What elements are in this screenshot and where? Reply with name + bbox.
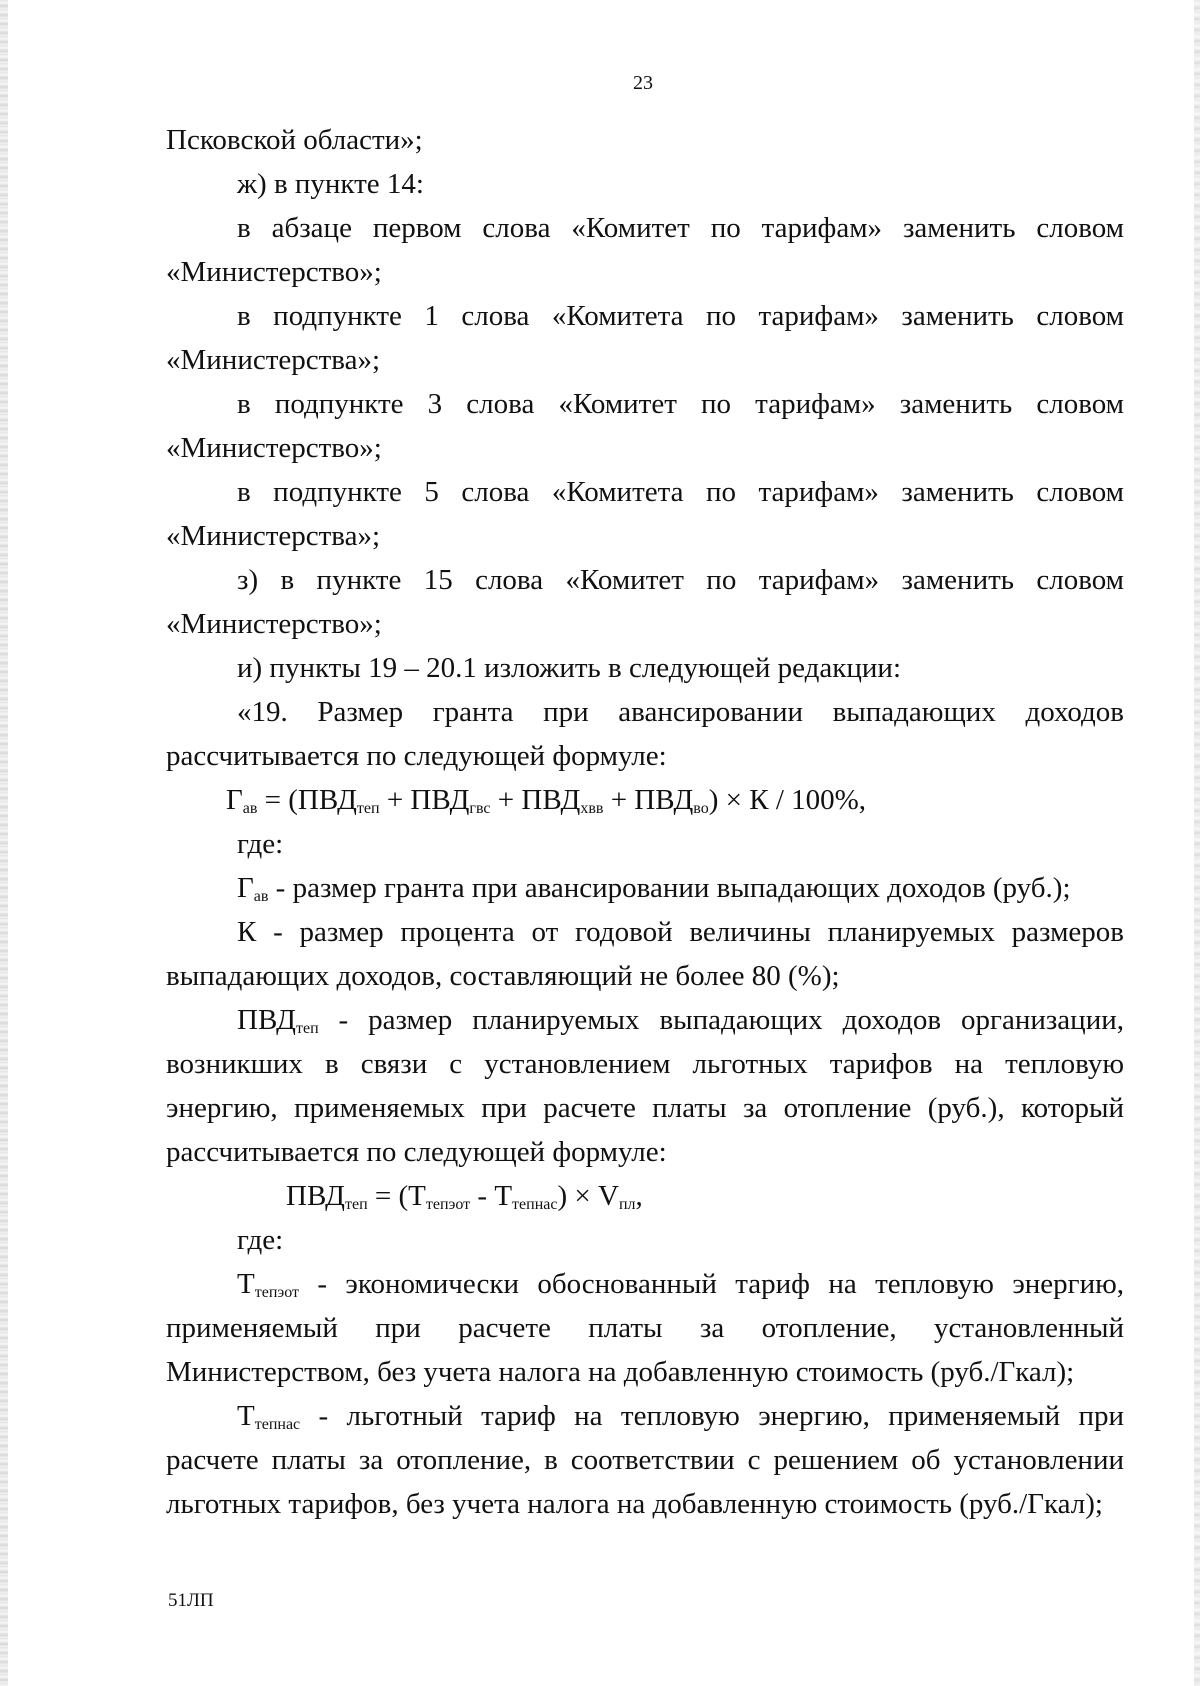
paragraph: ж) в пункте 14: (237, 168, 424, 200)
paragraph: и) пункты 19 – 20.1 изложить в следующей редакции: (237, 652, 901, 684)
definition-gav: $Г_{ав}$ - размер гранта при авансировании выпадающих доходов (руб.); (237, 872, 1071, 905)
page-number: 23 (633, 72, 653, 94)
where-label: где: (237, 828, 284, 860)
pvd-formula: $ПВД_{теп} = (Т_{тепэот} - Т_{тепнас}) \times V_{пл}$, (286, 1180, 643, 1213)
paragraph: «19. Размер гранта при авансировании выпадающих доходов рассчитывается по следующей формуле: (166, 696, 1124, 772)
document-code: 51ЛП (168, 1590, 214, 1611)
paragraph: в подпункте 1 слова «Комитета по тарифам» заменить словом «Министерства»; (166, 300, 1124, 376)
paragraph: в подпункте 5 слова «Комитета по тарифам» заменить словом «Министерства»; (166, 476, 1124, 552)
scan-edge-right (1194, 0, 1200, 1686)
definition-pvd-tep: $ПВД_{теп}$ - размер планируемых выпадающих доходов организации, возникших в связи с установлением льготных тарифов на тепловую энергию, применяемых при расчете платы за отопление (руб.), который рассчитывается по следующей формуле: (166, 1004, 1124, 1168)
document-body (166, 118, 1124, 1526)
paragraph: з) в пункте 15 слова «Комитет по тарифам» заменить словом «Министерство»; (166, 564, 1124, 640)
paragraph: в абзаце первом слова «Комитет по тарифам» заменить словом «Министерство»; (166, 212, 1124, 288)
definition-t-tepnas: $Т_{тепнас}$ - льготный тариф на тепловую энергию, применяемый при расчете платы за отопление, в соответствии с решением об установлении льготных тарифов, без учета налога на добавленную стоимость (руб./Гкал); (166, 1400, 1124, 1520)
definition-t-tepeot: $Т_{тепэот}$ - экономически обоснованный тариф на тепловую энергию, применяемый при расчете платы за отопление, установленный Министерством, без учета налога на добавленную стоимость (руб./Гкал); (166, 1268, 1124, 1388)
paragraph: в подпункте 3 слова «Комитет по тарифам» заменить словом «Министерство»; (166, 388, 1124, 464)
where-label: где: (237, 1224, 284, 1256)
scan-edge-left (0, 0, 8, 1686)
grant-formula: $Г_{ав} = (ПВД_{теп} + ПВД_{гвс} + ПВД_{хвв} + ПВД_{во}) \times К / 100\%$, (226, 784, 867, 817)
definition-k: К - размер процента от годовой величины планируемых размеров выпадающих доходов, составляющий не более 80 (%); (166, 916, 1124, 992)
paragraph: Псковской области»; (166, 124, 423, 156)
